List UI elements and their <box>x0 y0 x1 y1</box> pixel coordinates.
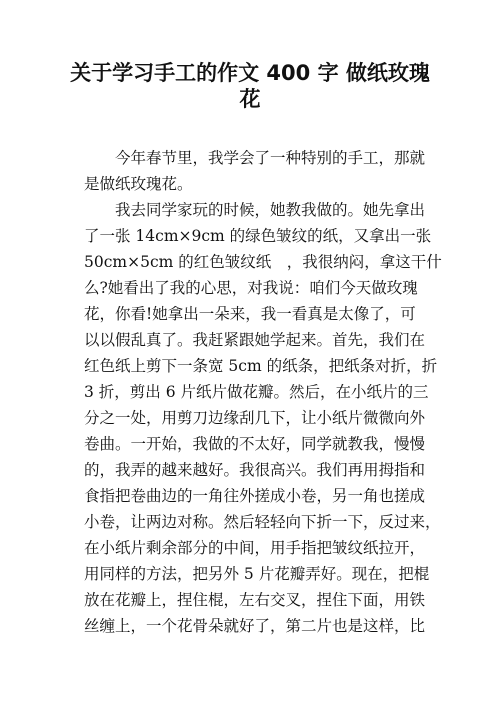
text-line: 花，你看!她拿出一朵来，我一看真是太像了，可 <box>84 305 416 323</box>
text-line: 卷曲。一开始，我做的不太好，同学就教我，慢慢 <box>84 435 426 453</box>
text-line: 么?她看出了我的心思，对我说：咱们今天做玫瑰 <box>84 279 418 297</box>
text-line: 红色纸上剪下一条宽 5cm 的纸条，把纸条对折，折 <box>84 357 438 375</box>
text-line: 丝缠上，一个花骨朵就好了，第二片也是这样，比 <box>84 617 426 635</box>
text-line: 分之一处，用剪刀边缘刮几下，让小纸片微微向外 <box>84 409 426 427</box>
text-line: 的，我弄的越来越好。我很高兴。我们再用拇指和 <box>84 461 426 479</box>
text-line: 食指把卷曲边的一角往外搓成小卷，另一角也搓成 <box>84 487 426 505</box>
text-line: 50cm×5cm 的红色皱纹纸 ，我很纳闷，拿这干什 <box>84 253 442 271</box>
text-line: 了一张 14cm×9cm 的绿色皱纹的纸，又拿出一张 <box>84 227 432 245</box>
text-line: 今年春节里，我学会了一种特别的手工，那就 <box>84 149 426 167</box>
text-line: 放在花瓣上，捏住棍，左右交叉，捏住下面，用铁 <box>84 591 426 609</box>
text-line: 以以假乱真了。我赶紧跟她学起来。首先，我们在 <box>84 331 426 349</box>
title-line-1: 关于学习手工的作文 400 字 做纸玫瑰 <box>70 61 430 85</box>
text-line: 小卷，让两边对称。然后轻轻向下折一下，反过来， <box>84 513 441 531</box>
text-line: 3 折，剪出 6 片纸片做花瓣。然后，在小纸片的三 <box>84 383 429 401</box>
title-line-2: 花 <box>239 87 261 111</box>
essay-body <box>84 145 442 639</box>
text-line: 在小纸片剩余部分的中间，用手指把皱纹纸拉开， <box>84 539 426 557</box>
text-line: 是做纸玫瑰花。 <box>84 175 193 193</box>
text-line: 我去同学家玩的时候，她教我做的。她先拿出 <box>84 201 426 219</box>
text-line: 用同样的方法，把另外 5 片花瓣弄好。现在，把棍 <box>84 565 430 583</box>
document-title <box>62 58 438 110</box>
